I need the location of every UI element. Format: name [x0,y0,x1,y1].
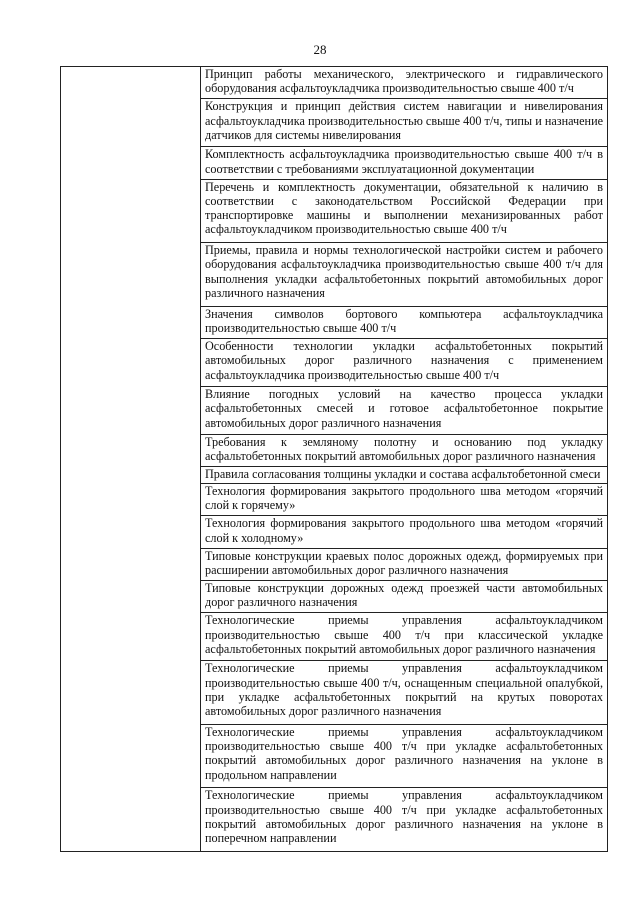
knowledge-item-cell [201,147,608,179]
knowledge-table-body [61,67,608,852]
table-row [61,67,608,99]
knowledge-item-text: Перечень и комплектность документации, обязательной к наличию в соответствии с законодательством Российской Федерации при транспортировке машины и выполнении механизированных работ асфальтоукладчиком производительностью свыше 400 т/ч [205,179,603,237]
knowledge-item-cell [201,339,608,387]
knowledge-item-cell [201,788,608,852]
knowledge-item-cell [201,434,608,466]
knowledge-item-text: Типовые конструкции краевых полос дорожных одежд, формируемых при расширении автомобильных дорог различного назначения [205,548,603,577]
knowledge-table [60,66,608,852]
knowledge-item-cell [201,516,608,548]
knowledge-item-cell [201,99,608,147]
knowledge-item-cell [201,661,608,725]
knowledge-item-text: Технологические приемы управления асфальтоукладчиком производительностью свыше 400 т/ч при классической укладке асфальтобетонных покрытий автомобильных дорог различного назначения [205,613,603,656]
knowledge-item-text: Типовые конструкции дорожных одежд проезжей части автомобильных дорог различного назначения [205,580,603,610]
knowledge-item-text: Требования к земляному полотну и основанию под укладку асфальтобетонных покрытий автомобильных дорог различного назначения [205,434,603,464]
knowledge-item-cell [201,724,608,788]
knowledge-item-cell [201,179,608,243]
knowledge-item-text: Конструкция и принцип действия систем навигации и нивелирования асфальтоукладчика производительностью свыше 400 т/ч, типы и назначение датчиков для системы нивелирования [205,99,603,142]
knowledge-item-cell [201,243,608,307]
knowledge-item-cell [201,580,608,612]
knowledge-item-text: Особенности технологии укладки асфальтобетонных покрытий автомобильных дорог различного назначения с применением асфальтоукладчика производительностью свыше 400 т/ч [205,339,603,382]
knowledge-item-text: Принцип работы механического, электрического и гидравлического оборудования асфальтоукладчика производительностью свыше 400 т/ч [205,67,603,96]
knowledge-item-cell [201,613,608,661]
knowledge-item-cell [201,548,608,580]
knowledge-item-cell [201,467,608,484]
page-number: 28 [313,42,327,57]
knowledge-item-text: Технологические приемы управления асфальтоукладчиком производительностью свыше 400 т/ч при укладке асфальтобетонных покрытий автомобильных дорог различного назначения на уклоне в продольном направлении [205,724,603,782]
knowledge-item-text: Технологические приемы управления асфальтоукладчиком производительностью свыше 400 т/ч при укладке асфальтобетонных покрытий автомобильных дорог различного назначения на уклоне в поперечном направлении [205,788,603,846]
knowledge-item-text: Приемы, правила и нормы технологической настройки систем и рабочего оборудования асфальтоукладчика производительностью свыше 400 т/ч для выполнения укладки асфальтобетонных покрытий автомобильных дорог различного назначения [205,243,603,301]
knowledge-item-text: Значения символов бортового компьютера асфальтоукладчика производительностью свыше 400 т/ч [205,306,603,336]
knowledge-item-text: Правила согласования толщины укладки и состава асфальтобетонной смеси [205,467,601,482]
knowledge-item-text: Технологические приемы управления асфальтоукладчиком производительностью свыше 400 т/ч, оснащенным специальной опалубкой, при укладке асфальтобетонных покрытий на крутых поворотах автомобильных дорог различного назначения [205,661,603,719]
knowledge-item-text: Технология формирования закрытого продольного шва методом «горячий слой к холодному» [205,516,603,545]
left-column-cell [61,67,201,852]
knowledge-item-text: Влияние погодных условий на качество процесса укладки асфальтобетонных смесей и готовое асфальтобетонное покрытие автомобильных дорог различного назначения [205,386,603,430]
knowledge-item-text: Технология формирования закрытого продольного шва методом «горячий слой к горячему» [205,483,603,513]
knowledge-item-cell [201,386,608,434]
knowledge-item-cell [201,67,608,99]
knowledge-item-text: Комплектность асфальтоукладчика производительностью свыше 400 т/ч в соответствии с требованиями эксплуатационной документации [205,147,603,176]
knowledge-item-cell [201,483,608,515]
knowledge-item-cell [201,306,608,338]
